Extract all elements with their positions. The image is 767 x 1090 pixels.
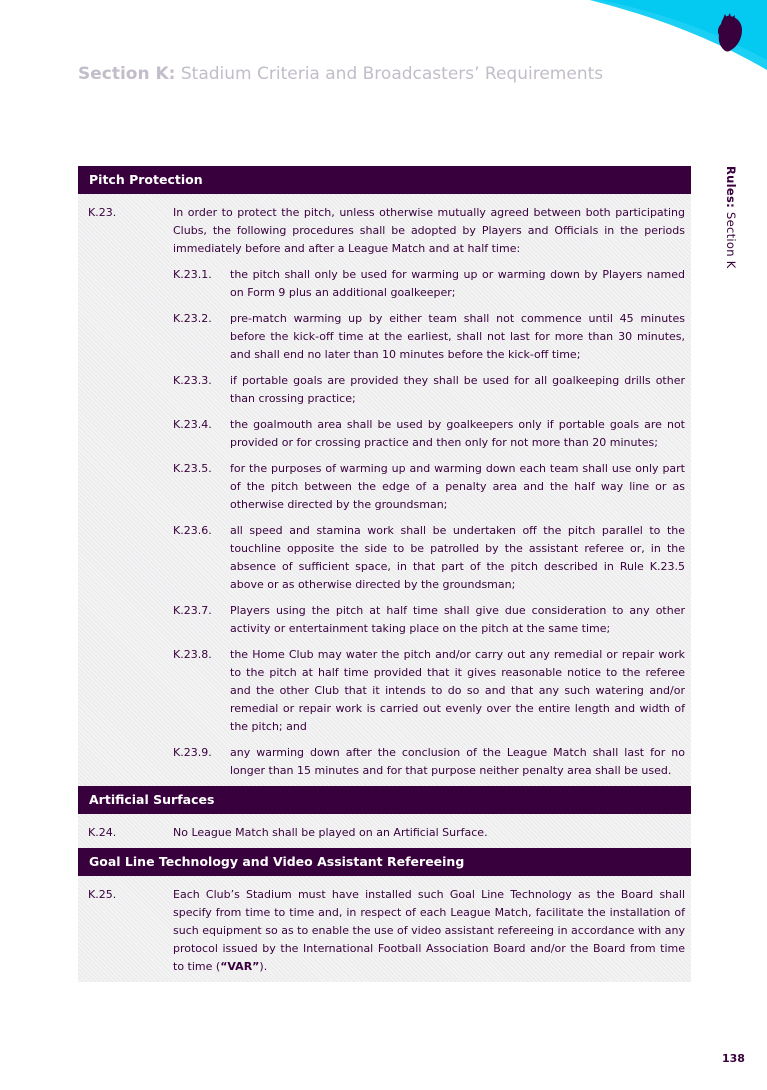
subrule-number: K.23.7. (173, 604, 212, 617)
subrule-text: any warming down after the conclusion of the League Match shall last for no longer than 15 minutes and for that purpose neither penalty area shall be used. (230, 746, 685, 777)
rule-text: No League Match shall be played on an Artificial Surface. (173, 826, 488, 839)
subrule-number: K.23.5. (173, 462, 212, 475)
rule-text-end: ). (259, 960, 268, 973)
side-tab-bold: Rules: (724, 166, 738, 209)
subrule-number: K.23.4. (173, 418, 212, 431)
rule-text: In order to protect the pitch, unless otherwise mutually agreed between both participating Clubs, the following procedures shall be adopted by Players and Officials in the periods immediately before and after a League Match and at half time: (173, 206, 685, 255)
page-header-title (78, 64, 603, 84)
rule-number: K.24. (88, 826, 117, 839)
subrule-number: K.23.2. (173, 312, 212, 325)
section-heading: Goal Line Technology and Video Assistant Refereeing (78, 848, 691, 876)
rule-item (78, 814, 691, 848)
defined-term: “VAR” (220, 960, 260, 973)
subrule-item (173, 744, 685, 780)
subrule-item (173, 310, 685, 364)
rule-number: K.25. (88, 888, 117, 901)
page-number: 138 (722, 1052, 745, 1065)
subrule-text: if portable goals are provided they shall be used for all goalkeeping drills other than crossing practice; (230, 374, 685, 405)
subrule-text: pre-match warming up by either team shall not commence until 45 minutes before the kick-off time at the earliest, shall not last for more than 30 minutes, and shall end no later than 10 minutes before the kick-off time; (230, 312, 685, 361)
subrule-text: the pitch shall only be used for warming up or warming down by Players named on Form 9 plus an additional goalkeeper; (230, 268, 685, 299)
section-heading: Artificial Surfaces (78, 786, 691, 814)
subrule-item (173, 522, 685, 594)
subrule-item (173, 646, 685, 736)
subrule-number: K.23.3. (173, 374, 212, 387)
subrule-text: all speed and stamina work shall be undertaken off the pitch parallel to the touchline opposite the side to be patrolled by the assistant referee or, in the absence of sufficient space, in that part of the pitch described in Rule K.23.5 above or as otherwise directed by the groundsman; (230, 524, 685, 591)
rule-body (173, 204, 685, 780)
header-title-bold: Section K: (78, 64, 176, 84)
section-heading: Pitch Protection (78, 166, 691, 194)
subrule-text: for the purposes of warming up and warming down each team shall use only part of the pitch between the edge of a penalty area and the half way line or as otherwise directed by the groundsman; (230, 462, 685, 511)
side-section-tab (724, 166, 738, 269)
subrule-number: K.23.8. (173, 648, 212, 661)
corner-decoration (0, 0, 767, 70)
subrule-item (173, 602, 685, 638)
subrule-text: the Home Club may water the pitch and/or carry out any remedial or repair work to the pitch at half time provided that it gives reasonable notice to the referee and the other Club that it intends to do so and that any such watering and/or remedial or repair work is carried out evenly over the entire length and width of the pitch; and (230, 648, 685, 733)
subrule-number: K.23.9. (173, 746, 212, 759)
rule-item (78, 194, 691, 786)
subrule-text: the goalmouth area shall be used by goalkeepers only if portable goals are not provided or for crossing practice and then only for not more than 20 minutes; (230, 418, 685, 449)
side-tab-rest: Section K (724, 208, 738, 269)
header-title-rest: Stadium Criteria and Broadcasters’ Requirements (175, 64, 604, 84)
subrule-number: K.23.1. (173, 268, 212, 281)
subrule-number: K.23.6. (173, 524, 212, 537)
rules-panel (78, 166, 691, 982)
subrule-item (173, 416, 685, 452)
rule-item (78, 876, 691, 982)
subrule-item (173, 266, 685, 302)
rule-text: Each Club’s Stadium must have installed such Goal Line Technology as the Board shall specify from time to time and, in respect of each League Match, facilitate the installation of such equipment so as to enable the use of video assistant refereeing in accordance with any protocol issued by the International Football Association Board and/or the Board from time to time ( (173, 888, 685, 973)
rule-number: K.23. (88, 206, 117, 219)
subrule-item (173, 460, 685, 514)
subrule-item (173, 372, 685, 408)
subrule-text: Players using the pitch at half time shall give due consideration to any other activity or entertainment taking place on the pitch at the same time; (230, 604, 685, 635)
rule-body (173, 886, 685, 976)
